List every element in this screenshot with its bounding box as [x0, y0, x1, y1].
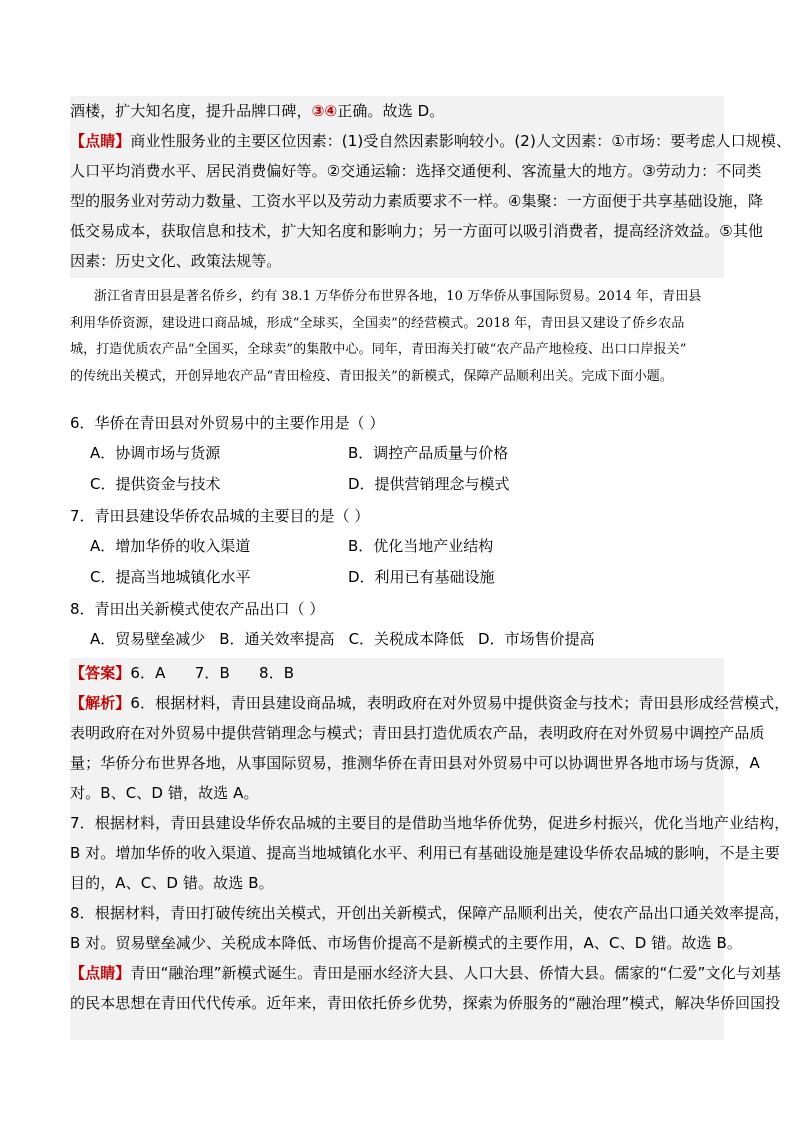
question-7 — [70, 501, 724, 593]
option: B．通关效率提高 — [219, 630, 335, 648]
answer-line — [70, 658, 724, 688]
text-segment: 正确。故选 D。 — [337, 102, 445, 120]
analysis-line — [70, 688, 790, 718]
option: D．市场售价提高 — [478, 630, 595, 648]
question-stem: 6．华侨在青田县对外贸易中的主要作用是（ ） — [70, 414, 385, 432]
tip-line: 人口平均消费水平、居民消费偏好等。②交通运输：选择交通便利、客流量大的地方。③劳动力：不同类 — [70, 162, 762, 180]
passage-line: 浙江省青田县是著名侨乡，约有 38.1 万华侨分布世界各地，10 万华侨从事国际贸易。2014 年，青田县 — [94, 289, 702, 304]
analysis-line: B 对。贸易壁垒减少、关税成本降低、市场售价提高不是新模式的主要作用，A、C、D 错。故选 B。 — [70, 934, 742, 952]
question-6 — [70, 408, 724, 500]
answer-text: 6．A 7．B 8．B — [130, 664, 295, 682]
option-mark: ③④ — [311, 102, 338, 120]
option-row — [70, 469, 724, 500]
tip-line — [70, 126, 792, 156]
passage-line: 的传统出关模式，开创异地农产品“青田检疫、青田报关”的新模式，保障产品顺利出关。完成下面小题。 — [70, 368, 673, 384]
question-stem: 8．青田出关新模式使农产品出口（ ） — [70, 600, 325, 618]
tip-line: 因素：历史文化、政策法规等。 — [70, 252, 282, 270]
option: D．提供营销理念与模式 — [348, 475, 510, 493]
option-row — [70, 438, 724, 469]
option: C．提高当地城镇化水平 — [90, 568, 251, 586]
option-row — [70, 531, 724, 562]
analysis-line: 对。B、C、D 错，故选 A。 — [70, 784, 259, 802]
option: B．优化当地产业结构 — [348, 537, 494, 555]
option: C．提供资金与技术 — [90, 475, 221, 493]
reading-passage — [70, 284, 724, 390]
option: A．增加华侨的收入渠道 — [90, 537, 251, 555]
previous-answer-line — [70, 96, 724, 126]
option-row — [70, 624, 724, 655]
analysis-line: 8．根据材料，青田打破传统出关模式，开创出关新模式，保障产品顺利出关，使农产品出口通关效率提高， — [70, 904, 790, 922]
option: A．协调市场与货源 — [90, 444, 221, 462]
answer-label: 【答案】 — [70, 664, 131, 682]
tip-label: 【点睛】 — [70, 964, 131, 982]
question-8 — [70, 594, 724, 655]
analysis-line: 表明政府在对外贸易中提供营销理念与模式；青田县打造优质农产品，表明政府在对外贸易中调控产品质 — [70, 724, 765, 742]
tip-line — [70, 958, 781, 988]
analysis-label: 【解析】 — [70, 694, 131, 712]
answer-analysis-block — [70, 658, 790, 1040]
analysis-line: 7．根据材料，青田县建设华侨农品城的主要目的是借助当地华侨优势，促进乡村振兴，优化当地产业结构， — [70, 814, 790, 832]
option: A．贸易壁垒减少 — [90, 630, 206, 648]
previous-answer-block — [70, 96, 792, 278]
analysis-line: 目的，A、C、D 错。故选 B。 — [70, 874, 274, 892]
analysis-line: 量；华侨分布世界各地，从事国际贸易，推测华侨在青田县对外贸易中可以协调世界各地市场与货源，A — [70, 754, 760, 772]
tip-line: 型的服务业对劳动力数量、工资水平以及劳动力素质要求不一样。④集聚：一方面便于共享基础设施，降 — [70, 192, 764, 210]
option-row — [70, 562, 724, 593]
option: C．关税成本降低 — [348, 630, 465, 648]
tip-label: 【点睛】 — [70, 132, 131, 150]
passage-line: 利用华侨资源，建设进口商品城，形成“全球买，全国卖”的经营模式。2018 年，青田县又建设了侨乡农品 — [70, 315, 685, 331]
option: D．利用已有基础设施 — [348, 568, 495, 586]
tip-line: 的民本思想在青田代代传承。近年来，青田依托侨乡优势，探索为侨服务的“融治理”模式，解决华侨回国投 — [70, 994, 781, 1012]
text-segment: 酒楼，扩大知名度，提升品牌口碑， — [70, 102, 312, 120]
passage-line: 城，打造优质农产品“全国买，全球卖”的集散中心。同年，青田海关打破“农产品产地检疫、出口口岸报关” — [70, 342, 687, 357]
question-stem: 7．青田县建设华侨农品城的主要目的是（ ） — [70, 507, 370, 525]
text-segment: 青田“融治理”新模式诞生。青田是丽水经济大县、人口大县、侨情大县。儒家的“仁爱”文化与刘基 — [130, 964, 781, 982]
analysis-line: B 对。增加华侨的收入渠道、提高当地城镇化水平、利用已有基础设施是建设华侨农品城的影响，不是主要 — [70, 844, 780, 862]
text-segment: 商业性服务业的主要区位因素：(1)受自然因素影响较小。(2)人文因素：①市场：要考虑人口规模、 — [130, 132, 792, 150]
option: B．调控产品质量与价格 — [348, 444, 509, 462]
text-segment: 6．根据材料，青田县建设商品城，表明政府在对外贸易中提供资金与技术；青田县形成经营模式， — [130, 694, 790, 712]
tip-line: 低交易成本，获取信息和技术，扩大知名度和影响力；另一方面可以吸引消费者，提高经济效益。⑤其他 — [70, 222, 764, 240]
